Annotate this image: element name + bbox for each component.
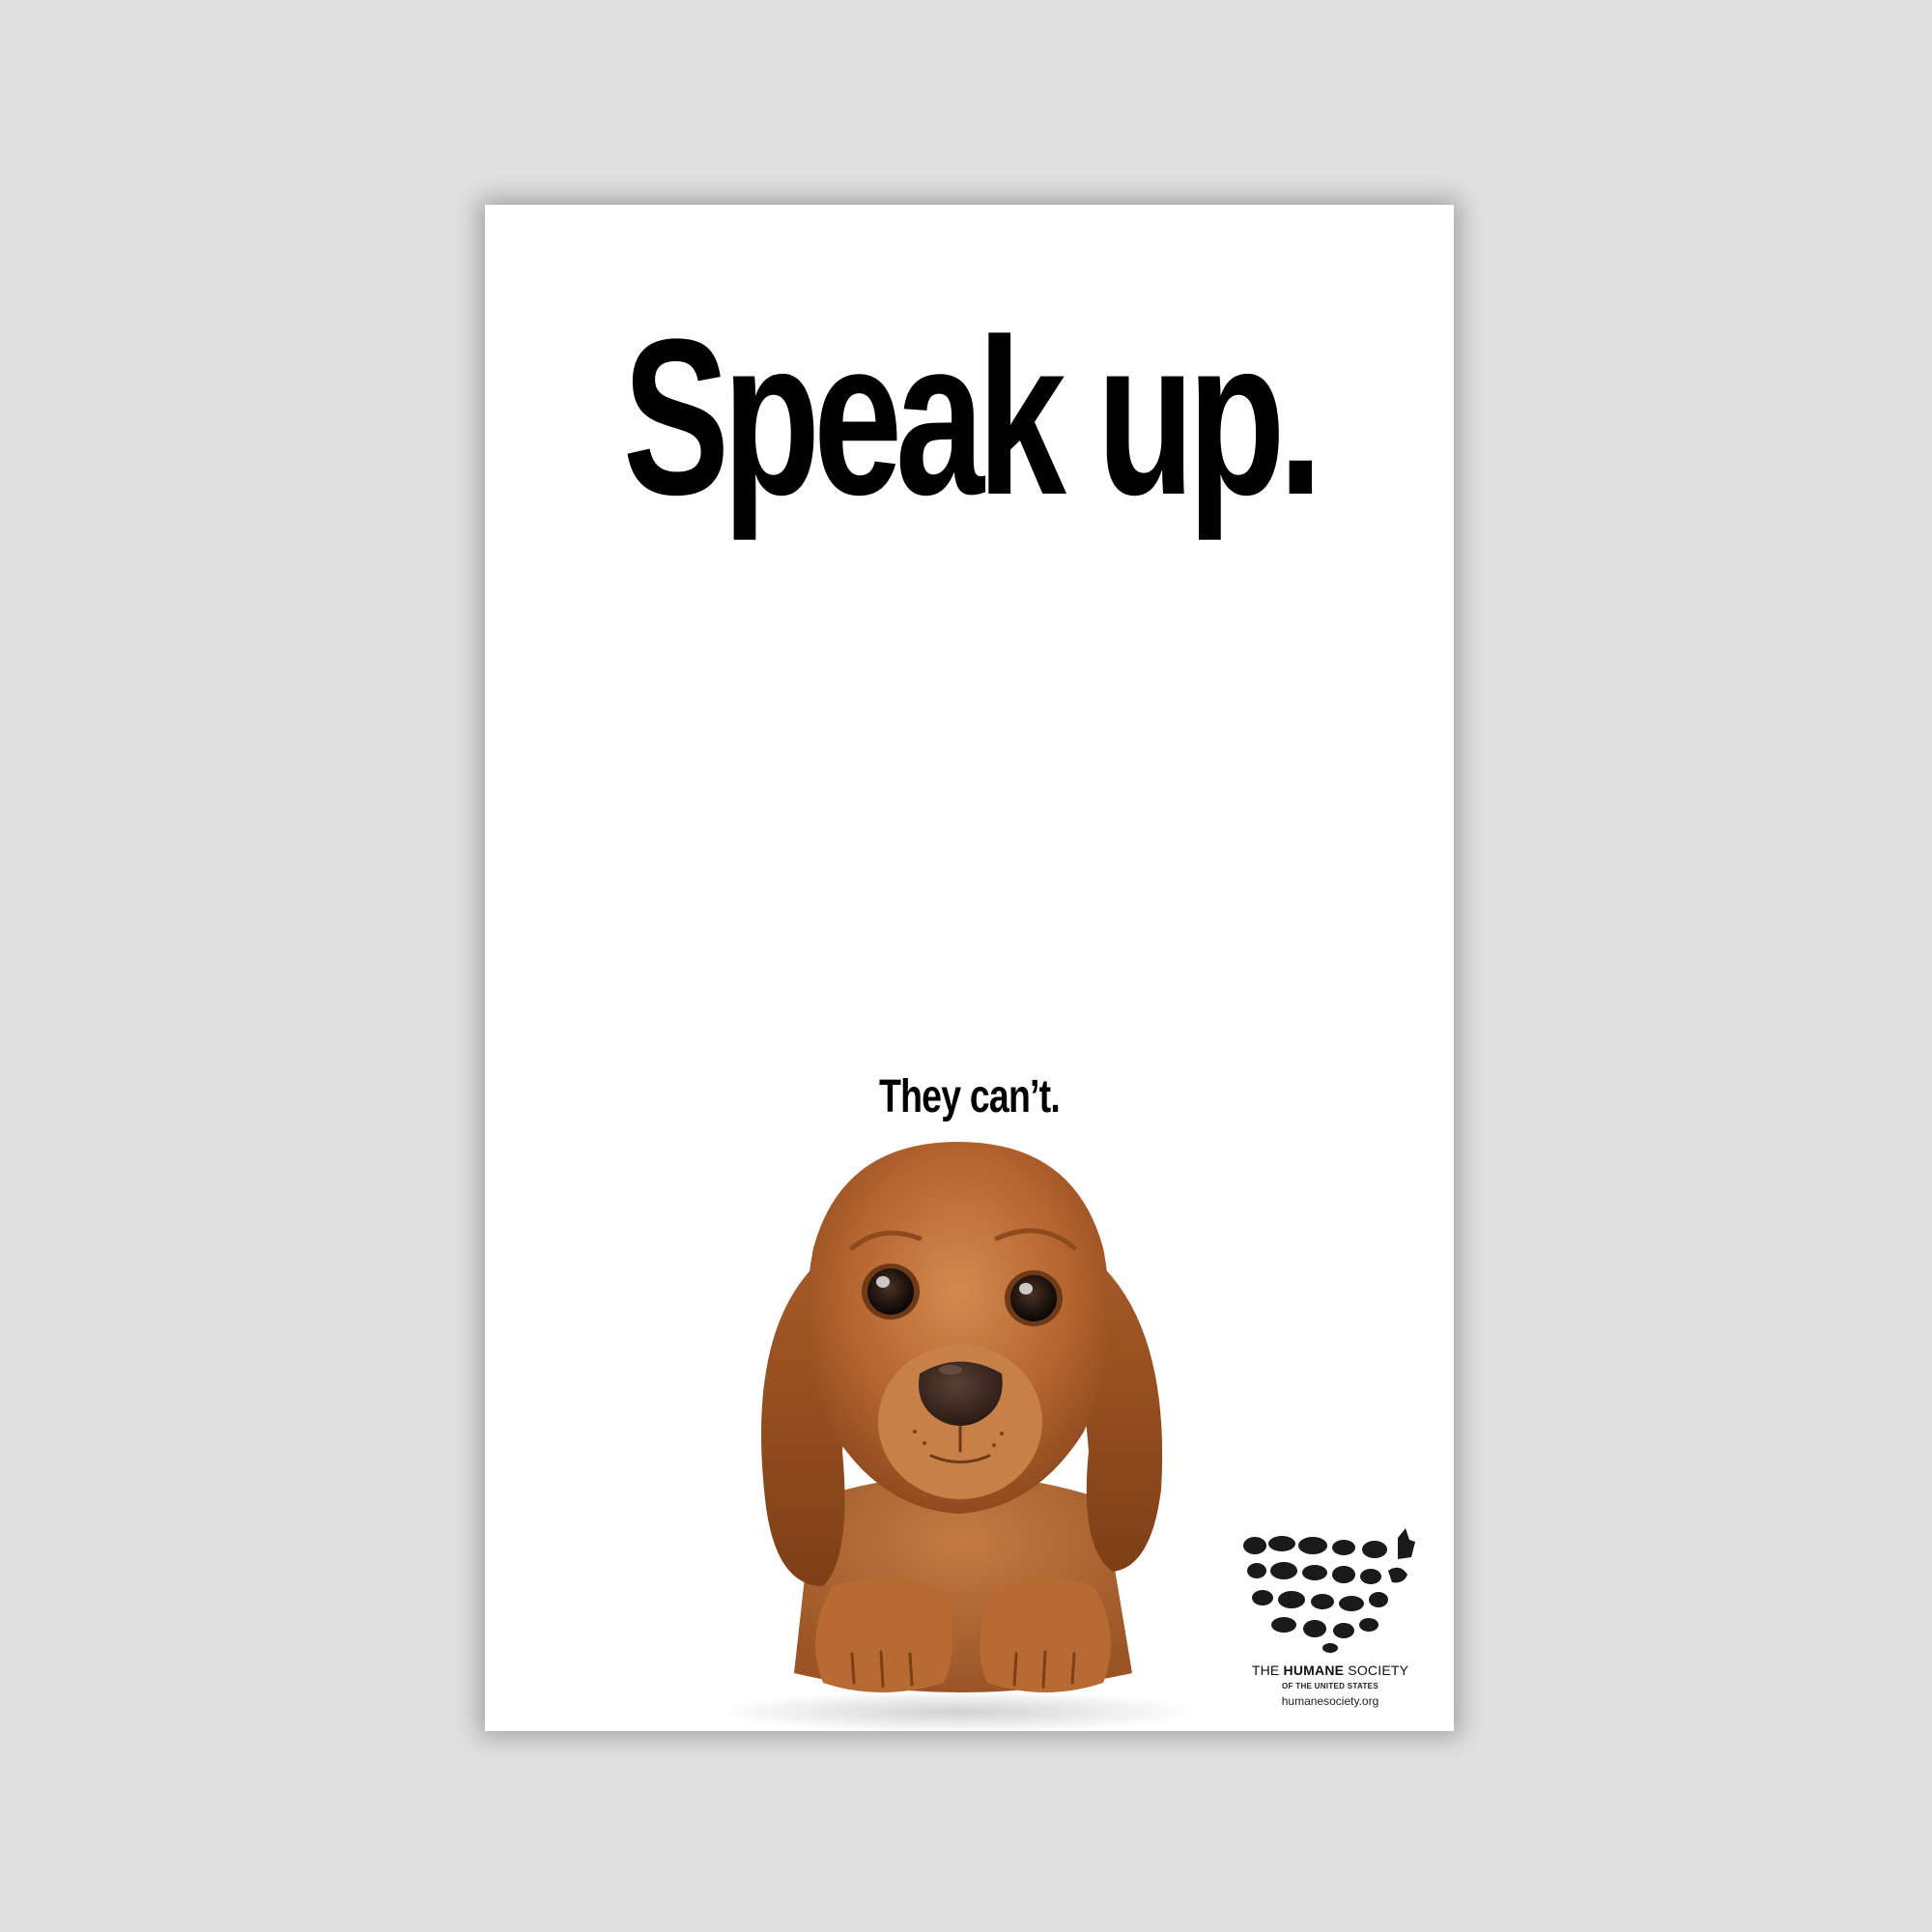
poster <box>485 205 1454 1731</box>
logo-title <box>1229 1662 1432 1678</box>
animals-map-logo-icon <box>1234 1528 1427 1654</box>
subline: They can’t. <box>878 1071 1060 1122</box>
headline: Speak up. <box>622 293 1317 541</box>
logo-subtitle: OF THE UNITED STATES <box>1282 1682 1378 1690</box>
humane-society-logo <box>1229 1528 1432 1721</box>
logo-title-emphasis: HUMANE <box>1283 1662 1345 1678</box>
logo-title-suffix: SOCIETY <box>1344 1662 1409 1678</box>
puppy-photo <box>707 1132 1209 1731</box>
logo-title-prefix: THE <box>1251 1662 1284 1678</box>
logo-url: humanesociety.org <box>1281 1694 1379 1708</box>
